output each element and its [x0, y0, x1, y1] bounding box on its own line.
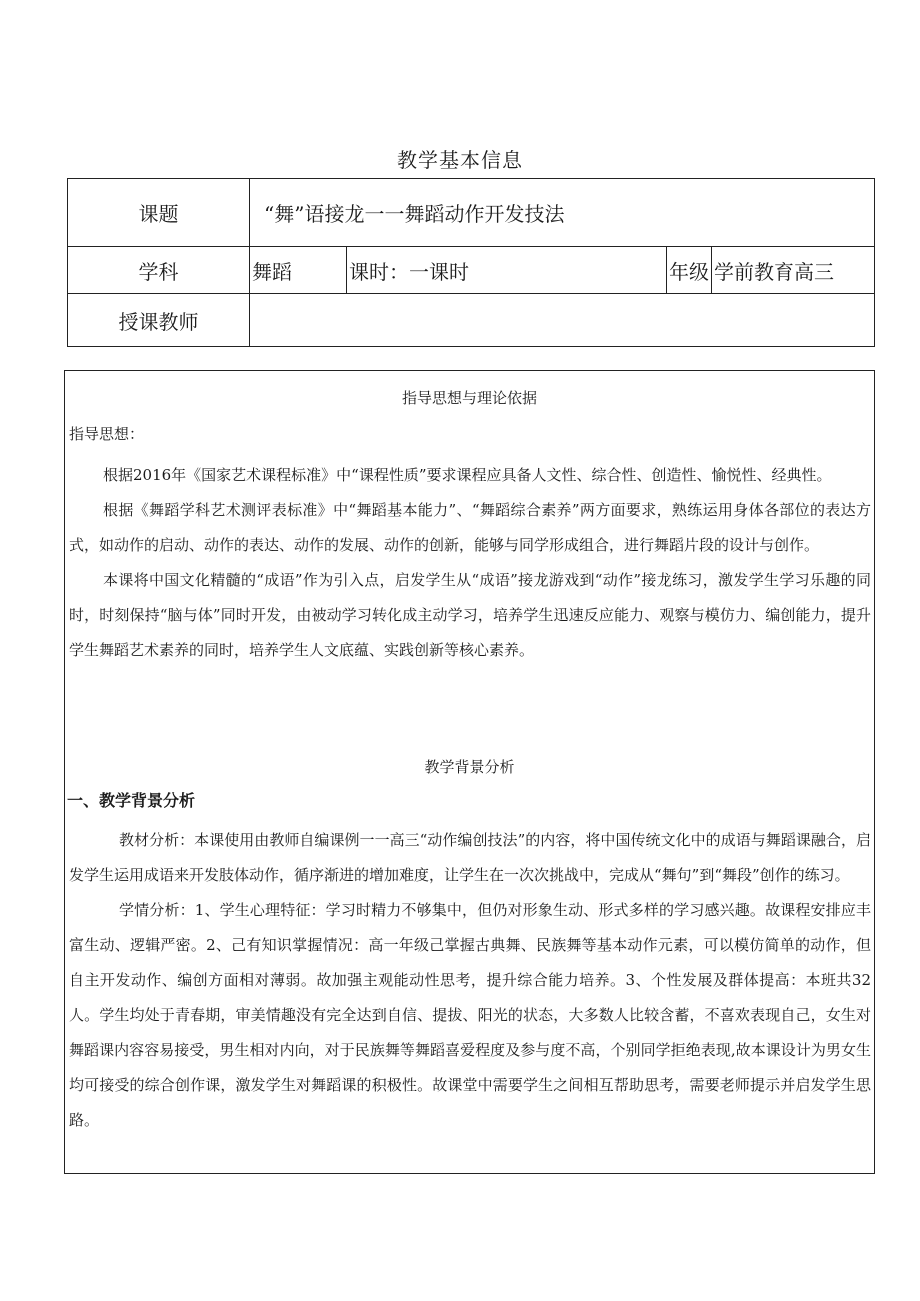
teacher-label: 授课教师	[68, 294, 250, 347]
guidance-section	[64, 370, 875, 1174]
grade-label: 年级	[667, 247, 712, 294]
topic-label: 课题	[68, 179, 250, 247]
guidance-label: 指导思想：	[69, 425, 145, 443]
background-paragraph: 教材分析：本课使用由教师自编课例一一高三“动作编创技法”的内容，将中国传统文化中的成语与舞蹈课融合，启发学生运用成语来开发肢体动作，循序渐进的增加难度，让学生在一次次挑战中，完成从“舞句”到“舞段”创作的练习。	[69, 831, 871, 884]
background-title: 教学背景分析	[424, 758, 515, 776]
table-row	[68, 294, 875, 347]
topic-value: “舞”语接龙一一舞蹈动作开发技法	[250, 179, 875, 247]
subject-label: 学科	[68, 247, 250, 294]
guidance-title: 指导思想与理论依据	[401, 389, 537, 407]
class-hours: 课时：一课时	[347, 247, 667, 294]
background-paragraph: 学情分析：1、学生心理特征：学习时精力不够集中，但仍对形象生动、形式多样的学习感兴趣。故课程安排应丰富生动、逻辑严密。2、己有知识掌握情况：高一年级己掌握古典舞、民族舞等基本动作元素，可以模仿简单的动作，但自主开发动作、编创方面相对薄弱。故加强主观能动性思考，提升综合能力培养。3、个性发展及群体提高：本班共32人。学生均处于青春期，审美情趣没有完全达到自信、提拔、阳光的状态，大多数人比较含蓄，不喜欢表现自己，女生对舞蹈课内容容易接受，男生相对内向，对于民族舞等舞蹈喜爱程度及参与度不高，个别同学拒绝表现,故本课设计为男女生均可接受的综合创作课，激发学生对舞蹈课的积极性。故课堂中需要学生之间相互帮助思考，需要老师提示并启发学生思路。	[69, 901, 871, 1129]
subject-value: 舞蹈	[250, 247, 347, 294]
guidance-paragraph: 本课将中国文化精髓的“成语”作为引入点，启发学生从“成语”接龙游戏到“动作”接龙练习，激发学生学习乐趣的同时，时刻保持“脑与体”同时开发，由被动学习转化成主动学习，培养学生迅速反应能力、观察与模仿力、编创能力，提升学生舞蹈艺术素养的同时，培养学生人文底蕴、实践创新等核心素养。	[69, 571, 871, 659]
teacher-value	[250, 294, 875, 347]
table-row	[68, 179, 875, 247]
guidance-paragraph: 根据2016年《国家艺术课程标准》中“课程性质”要求课程应具备人文性、综合性、创造性、愉悦性、经典性。	[103, 466, 832, 484]
guidance-paragraphs	[69, 458, 871, 668]
basic-info-table	[67, 178, 875, 347]
grade-value: 学前教育高三	[712, 247, 875, 294]
guidance-paragraph: 根据《舞蹈学科艺术测评表标准》中“舞蹈基本能力”、“舞蹈综合素养”两方面要求，熟练运用身体各部位的表达方式，如动作的启动、动作的表达、动作的发展、动作的创新，能够与同学形成组合，进行舞蹈片段的设计与创作。	[69, 501, 871, 554]
background-heading: 一、教学背景分析	[67, 791, 196, 810]
page-title: 教学基本信息	[397, 148, 523, 172]
background-paragraphs	[69, 823, 871, 1138]
table-row	[68, 247, 875, 294]
